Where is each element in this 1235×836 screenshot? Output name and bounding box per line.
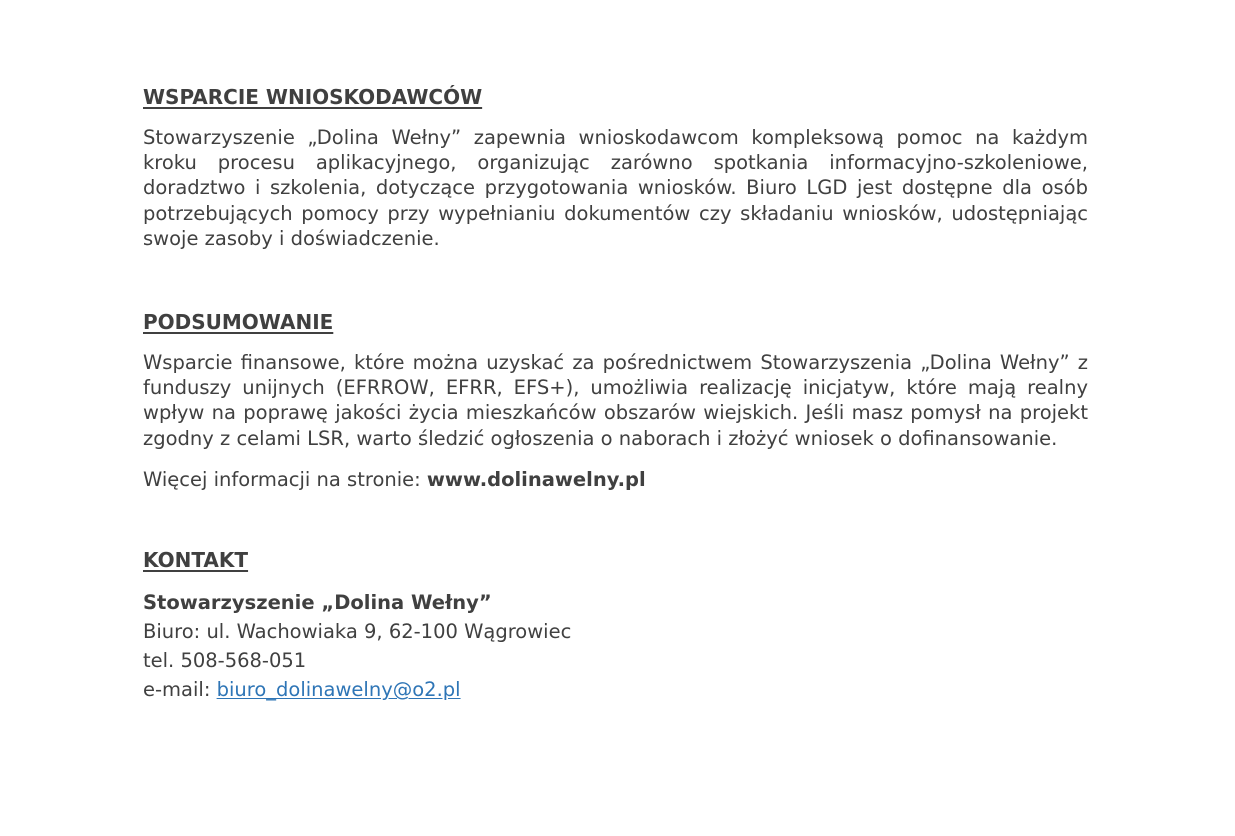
section-body-support: Stowarzyszenie „Dolina Wełny” zapewnia wnioskodawcom kompleksową pomoc na każdym kroku procesu aplikacyjnego, organizując zarówno spotkania informacyjno-szkoleniowe, doradztwo i szkolenia, dotyczące przygotowania wniosków. Biuro LGD jest dostępne dla osób potrzebujących pomocy przy wypełnianiu dokumentów czy składaniu wniosków, udostępniając swoje zasoby i doświadczenie. [143,126,1088,250]
section-title-summary: PODSUMOWANIE [143,310,334,335]
more-info-line [143,467,1088,492]
section-title-contact: KONTAKT [143,548,249,573]
section-title-support: WSPARCIE WNIOSKODAWCÓW [143,85,483,109]
contact-email-line [143,675,1088,704]
more-info-label: Więcej informacji na stronie: [143,467,427,491]
website-link[interactable]: www.dolinawelny.pl [426,467,646,491]
document-page [143,84,1088,704]
contact-block [143,588,1088,704]
contact-org-name: Stowarzyszenie „Dolina Wełny” [143,591,492,615]
section-body-summary: Wsparcie finansowe, które można uzyskać za pośrednictwem Stowarzyszenia „Dolina Wełny” z funduszy unijnych (EFRROW, EFRR, EFS+), umożliwia realizację inicjatyw, które mają realny wpływ na poprawę jakości życia mieszkańców obszarów wiejskich. Jeśli masz pomysł na projekt zgodny z celami LSR, warto śledzić ogłoszenia o naborach i złożyć wniosek o dofinansowanie. [143,351,1088,450]
email-link[interactable]: biuro_dolinawelny@o2.pl [216,678,461,702]
contact-email-label: e-mail: [143,678,217,702]
contact-address: Biuro: ul. Wachowiaka 9, 62-100 Wągrowiec [143,620,572,644]
contact-phone: tel. 508-568-051 [143,649,307,673]
